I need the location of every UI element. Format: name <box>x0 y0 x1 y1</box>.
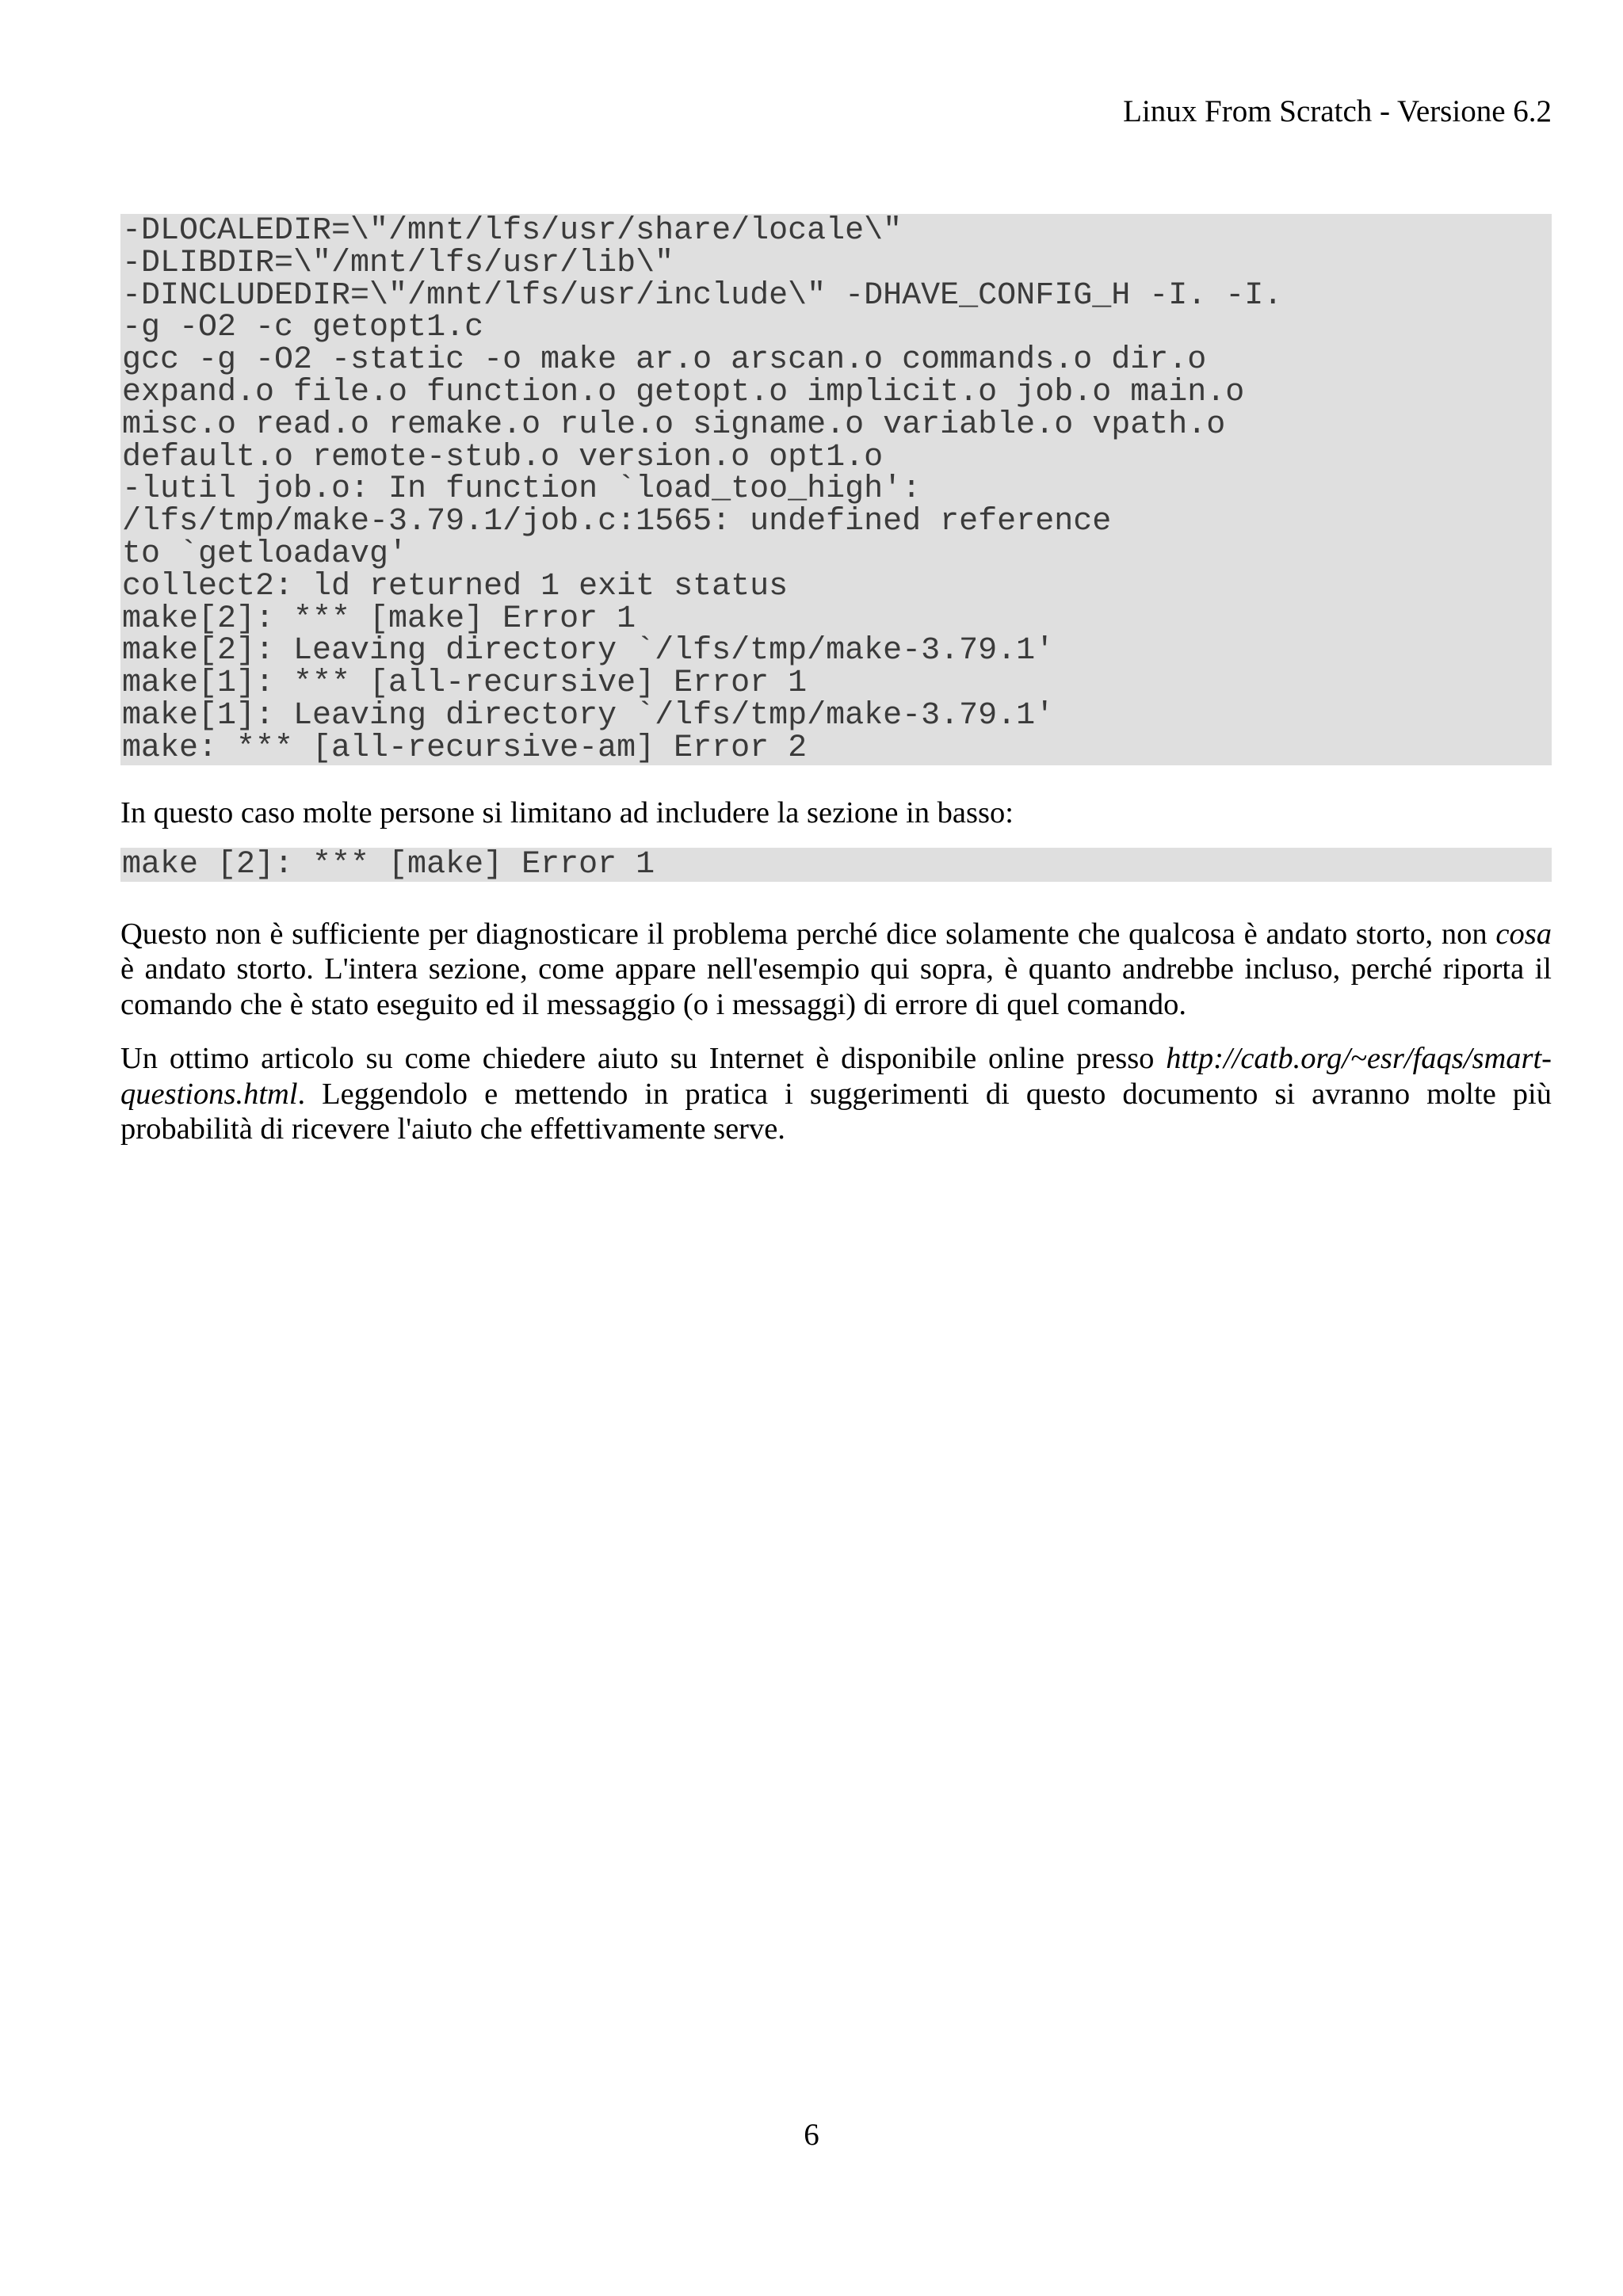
code-line: -g -O2 -c getopt1.c <box>122 310 484 346</box>
code-line: make[1]: Leaving directory `/lfs/tmp/make-3.79.1' <box>122 697 1055 734</box>
page-number: 6 <box>804 2118 819 2152</box>
code-line: make[1]: *** [all-recursive] Error 1 <box>122 666 808 702</box>
code-line: misc.o read.o remake.o rule.o signame.o variable.o vpath.o <box>122 406 1226 443</box>
explanation-paragraph <box>120 917 1552 1023</box>
short-error-code-block <box>120 848 1552 882</box>
code-line: -lutil job.o: In function `load_too_high': <box>122 471 922 508</box>
code-line: gcc -g -O2 -static -o make ar.o arscan.o commands.o dir.o <box>122 342 1207 379</box>
page-header-title: Linux From Scratch - Versione 6.2 <box>1123 94 1552 128</box>
article-text-part-2: . Leggendolo e mettendo in pratica i suggerimenti di questo documento si avranno molte più probabilità di ricevere l'aiuto che effettivamente serve. <box>120 1077 1552 1146</box>
code-line: expand.o file.o function.o getopt.o implicit.o job.o main.o <box>122 374 1245 410</box>
page-content <box>120 214 1552 1147</box>
explanation-text-part-2: è andato storto. L'intera sezione, come appare nell'esempio qui sopra, è quanto andrebbe incluso, perché riporta il comando che è stato eseguito ed il messaggio (o i messaggi) di errore di quel comando. <box>120 952 1552 1021</box>
article-link[interactable]: http://catb.org/~esr/faqs/smart-questions.html <box>120 1042 1552 1111</box>
emphasis-word: cosa <box>1495 917 1552 951</box>
code-line: /lfs/tmp/make-3.79.1/job.c:1565: undefined reference <box>122 504 1112 540</box>
code-line: make: *** [all-recursive-am] Error 2 <box>122 730 808 765</box>
intro-paragraph: In questo caso molte persone si limitano ad includere la sezione in basso: <box>120 795 1014 830</box>
code-line: -DINCLUDEDIR=\"/mnt/lfs/usr/include\" -DHAVE_CONFIG_H -I. -I. <box>122 277 1283 314</box>
code-line: make[2]: *** [make] Error 1 <box>122 601 636 637</box>
code-line: make [2]: *** [make] Error 1 <box>122 848 655 882</box>
code-line: to `getloadavg' <box>122 536 408 572</box>
code-line: -DLOCALEDIR=\"/mnt/lfs/usr/share/locale\" <box>122 214 903 249</box>
code-line: make[2]: Leaving directory `/lfs/tmp/make-3.79.1' <box>122 633 1055 669</box>
code-line: collect2: ld returned 1 exit status <box>122 568 789 605</box>
explanation-text-part-1: Questo non è sufficiente per diagnosticare il problema perché dice solamente che qualcosa è andato storto, non <box>120 917 1496 951</box>
code-line: default.o remote-stub.o version.o opt1.o <box>122 439 884 475</box>
article-paragraph <box>120 1041 1552 1147</box>
code-line: -DLIBDIR=\"/mnt/lfs/usr/lib\" <box>122 245 674 281</box>
error-output-code-block <box>120 214 1552 765</box>
article-text-part-1: Un ottimo articolo su come chiedere aiuto su Internet è disponibile online presso <box>120 1042 1167 1076</box>
